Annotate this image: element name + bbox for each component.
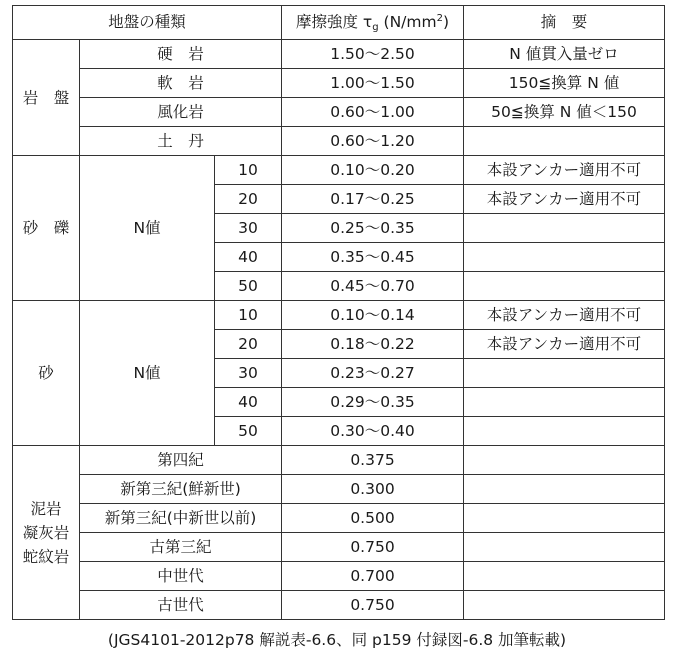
geologic-age: 古第三紀 [80,533,282,562]
friction-value: 0.700 [282,562,464,591]
category-line: 凝灰岩 [22,523,70,542]
table-row [13,301,665,330]
remark [464,591,665,620]
friction-value: 0.17～0.25 [282,185,464,214]
remark [464,388,665,417]
friction-value: 0.750 [282,533,464,562]
header-friction-sup: 2 [436,13,443,24]
category-mudstone-tuff-serpentinite [13,446,80,620]
friction-value: 0.10～0.20 [282,156,464,185]
n-value: 50 [215,272,282,301]
remark [464,127,665,156]
n-value: 20 [215,330,282,359]
remark [464,446,665,475]
n-value: 40 [215,388,282,417]
n-value: 30 [215,214,282,243]
friction-value: 0.25～0.35 [282,214,464,243]
remark [464,214,665,243]
remark [464,359,665,388]
n-value-label: N値 [80,156,215,301]
geologic-age: 中世代 [80,562,282,591]
geologic-age: 古世代 [80,591,282,620]
friction-value: 0.60～1.00 [282,98,464,127]
friction-strength-table [12,5,665,620]
remark: 50≦換算 N 値＜150 [464,98,665,127]
friction-value: 0.60～1.20 [282,127,464,156]
remark: 本設アンカー適用不可 [464,185,665,214]
friction-value: 0.23～0.27 [282,359,464,388]
category-gravel: 砂 礫 [13,156,80,301]
remark: 本設アンカー適用不可 [464,330,665,359]
header-friction-close: ) [442,13,450,31]
n-value: 10 [215,156,282,185]
header-ground-type: 地盤の種類 [13,6,282,40]
table-row [13,98,665,127]
table-row [13,533,665,562]
n-value-label: N値 [80,301,215,446]
category-line: 泥岩 [30,499,62,518]
friction-value: 1.00～1.50 [282,69,464,98]
table-row [13,40,665,69]
source-note: (JGS4101-2012p78 解説表-6.6、同 p159 付録図-6.8 加筆転載) [107,631,567,649]
friction-value: 0.30～0.40 [282,417,464,446]
remark [464,533,665,562]
friction-value: 1.50～2.50 [282,40,464,69]
category-line: 蛇紋岩 [22,547,70,566]
header-friction-sub: g [372,22,379,33]
remark [464,562,665,591]
rock-type: 土 丹 [80,127,282,156]
header-remarks: 摘 要 [464,6,665,40]
friction-value: 0.500 [282,504,464,533]
header-friction-unit: (N/mm [378,13,437,31]
table-row [13,591,665,620]
geologic-age: 新第三紀(鮮新世) [80,475,282,504]
table-row [13,156,665,185]
table-row [13,69,665,98]
table-row [13,127,665,156]
rock-type: 風化岩 [80,98,282,127]
remark: 本設アンカー適用不可 [464,156,665,185]
category-rock: 岩 盤 [13,40,80,156]
remark: 本設アンカー適用不可 [464,301,665,330]
remark [464,243,665,272]
friction-value: 0.300 [282,475,464,504]
remark [464,504,665,533]
friction-value: 0.35～0.45 [282,243,464,272]
n-value: 40 [215,243,282,272]
header-friction-strength [282,6,464,40]
table-row [13,562,665,591]
geologic-age: 第四紀 [80,446,282,475]
friction-value: 0.45～0.70 [282,272,464,301]
friction-value: 0.375 [282,446,464,475]
remark [464,475,665,504]
remark [464,417,665,446]
table-row [13,475,665,504]
table-row [13,446,665,475]
rock-type: 軟 岩 [80,69,282,98]
remark [464,272,665,301]
header-friction-prefix: 摩擦強度 τ [295,13,373,31]
friction-value: 0.29～0.35 [282,388,464,417]
n-value: 50 [215,417,282,446]
n-value: 30 [215,359,282,388]
friction-value: 0.18～0.22 [282,330,464,359]
friction-value: 0.10～0.14 [282,301,464,330]
n-value: 20 [215,185,282,214]
table-row [13,504,665,533]
friction-value: 0.750 [282,591,464,620]
geologic-age: 新第三紀(中新世以前) [80,504,282,533]
rock-type: 硬 岩 [80,40,282,69]
header-row [13,6,665,40]
category-sand: 砂 [13,301,80,446]
n-value: 10 [215,301,282,330]
remark: 150≦換算 N 値 [464,69,665,98]
remark: N 値貫入量ゼロ [464,40,665,69]
